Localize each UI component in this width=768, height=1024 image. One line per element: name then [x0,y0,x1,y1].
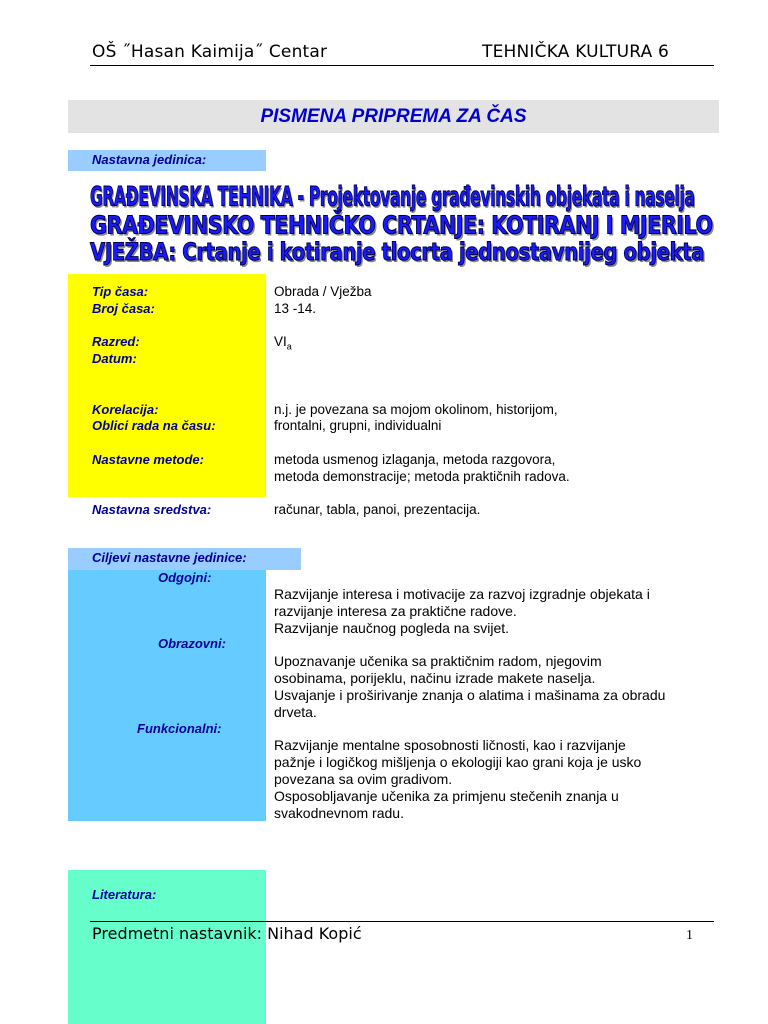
korelacija-value: n.j. je povezana sa mojom okolinom, historijom, [274,402,558,417]
obrazovni-text [274,653,714,721]
literatura-label: Literatura: [92,887,157,902]
school-name: OŠ ˝Hasan Kaimija˝ Centar [92,42,328,62]
ciljevi-label-box [68,548,301,570]
funkcionalni-line: povezana sa ovim gradivom. [274,771,453,787]
obrazovni-line: drveta. [274,704,317,720]
ciljevi-label-column [68,570,266,821]
funkcionalni-line: Razvijanje mentalne sposobnosti ličnosti, kao i razvijanje [274,737,626,753]
obrazovni-label: Obrazovni: [158,636,226,651]
obrazovni-line: Usvajanje i proširivanje znanja o alatima i mašinama za obradu [274,687,666,703]
nastavna-sredstva-value: računar, tabla, panoi, prezentacija. [274,502,481,517]
page-number: 1 [686,928,693,943]
odgojni-label: Odgojni: [158,570,212,585]
ciljevi-label: Ciljevi nastavne jedinice: [92,550,247,565]
subject-name: TEHNIČKA KULTURA 6 [482,42,670,62]
nastavna-jedinica-label-box [68,150,266,171]
korelacija-label: Korelacija: [92,402,159,417]
odgojni-line: Razvijanje interesa i motivacije za razvoj izgradnje objekata i [274,586,650,602]
title-bar [68,100,719,133]
oblici-rada-label: Oblici rada na času: [92,418,216,433]
oblici-rada-value: frontalni, grupni, individualni [274,418,442,433]
wordart-line-3: VJEŽBA: Crtanje i kotiranje tlocrta jednostavnijeg objekta [90,238,705,266]
funkcionalni-line: svakodnevnom radu. [274,805,404,821]
footer-divider [90,921,714,922]
nastavna-jedinica-label: Nastavna jedinica: [92,152,207,167]
obrazovni-line: osobinama, porijeklu, načinu izrade makete naselja. [274,670,596,686]
header-divider [90,65,714,66]
nastavne-metode-line-1: metoda usmenog izlaganja, metoda razgovora, [274,452,556,467]
broj-casa-value: 13 -14. [274,301,317,316]
datum-label: Datum: [92,351,137,366]
nastavne-metode-line-2: metoda demonstracije; metoda praktičnih radova. [274,469,570,484]
teacher-name: Predmetni nastavnik: Nihad Kopić [92,924,362,943]
tip-casa-label: Tip časa: [92,284,149,299]
razred-label: Razred: [92,334,140,349]
odgojni-line: razvijanje interesa za praktične radove. [274,603,517,619]
wordart-line-1: GRAĐEVINSKA TEHNIKA - Projektovanje građevinskih objekata i naselja [90,181,695,212]
nastavne-metode-label: Nastavne metode: [92,452,204,467]
tip-casa-value: Obrada / Vježba [274,284,372,299]
obrazovni-line: Upoznavanje učenika sa praktičnim radom, njegovim [274,653,602,669]
wordart-line-2: GRAĐEVINSKO TEHNIČKO CRTANJE: KOTIRANJ I MJERILO [90,210,713,240]
odgojni-line: Razvijanje naučnog pogleda na svijet. [274,620,510,636]
funkcionalni-text [274,737,714,822]
page-title: PISMENA PRIPREMA ZA ČAS [260,106,527,127]
odgojni-text [274,586,714,637]
broj-casa-label: Broj časa: [92,301,155,316]
razred-class: VI [274,334,287,349]
nastavna-sredstva-label: Nastavna sredstva: [92,502,212,517]
funkcionalni-line: pažnje i logičkog mišljenja o ekologiji kao grani koja je usko [274,754,642,770]
funkcionalni-label: Funkcionalni: [137,721,222,736]
razred-section: a [286,341,292,352]
funkcionalni-line: Osposobljavanje učenika za primjenu stečenih znanja u [274,788,619,804]
razred-value [274,334,292,352]
